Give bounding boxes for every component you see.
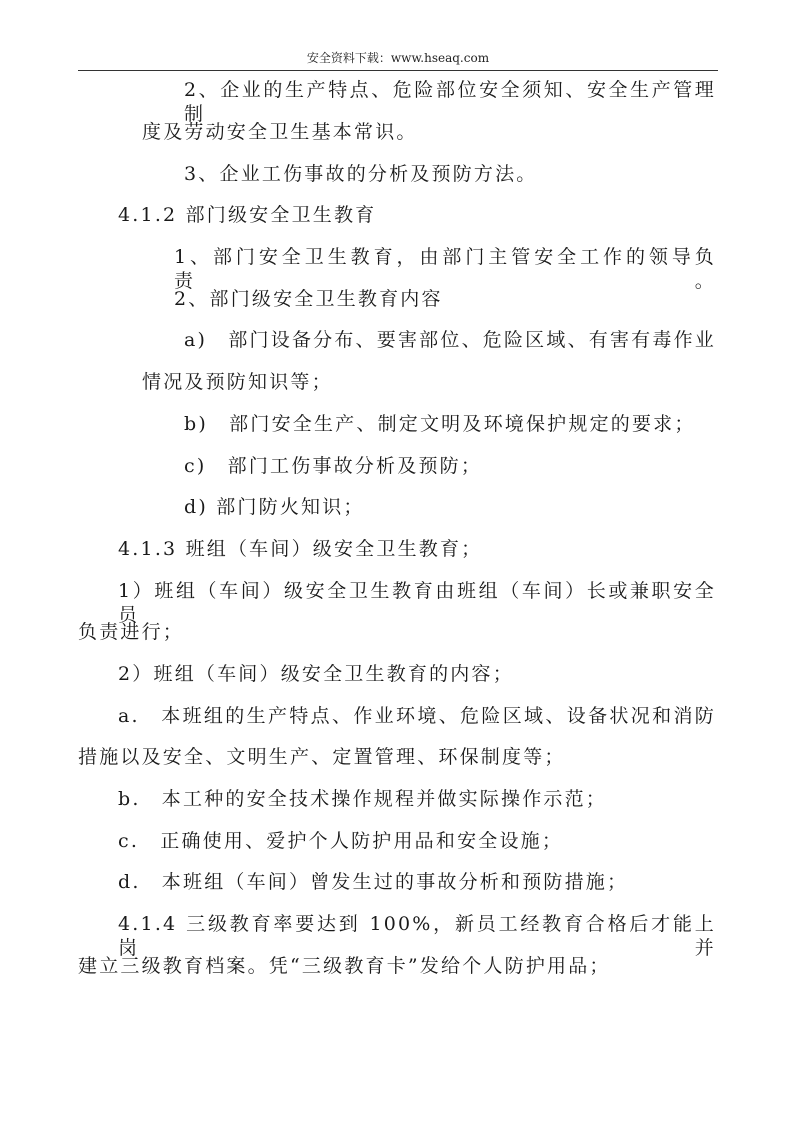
body-line-7: a) 部门设备分布、要害部位、危险区域、有害有毒作业: [184, 329, 716, 351]
body-line-1: 2、企业的生产特点、危险部位安全须知、安全生产管理制: [184, 79, 716, 125]
body-line-15: 2）班组（车间）级安全卫生教育的内容；: [118, 663, 514, 685]
body-line-17: 措施以及安全、文明生产、定置管理、环保制度等；: [78, 746, 566, 768]
body-line-9: b) 部门安全生产、制定文明及环境保护规定的要求；: [184, 413, 696, 435]
body-line-3: 3、企业工伤事故的分析及预防方法。: [184, 163, 538, 185]
body-line-18: b. 本工种的安全技术操作规程并做实际操作示范；: [118, 788, 608, 810]
body-line-19: c. 正确使用、爱护个人防护用品和安全设施；: [118, 830, 564, 852]
section-heading-4-1-3: 4.1.3 班组（车间）级安全卫生教育；: [118, 538, 483, 560]
body-line-10: c) 部门工伤事故分析及预防；: [184, 455, 483, 477]
body-line-16: a. 本班组的生产特点、作业环境、危险区域、设备状况和消防: [118, 705, 716, 727]
body-line-11: d) 部门防火知识；: [184, 496, 365, 518]
section-heading-4-1-2: 4.1.2 部门级安全卫生教育: [118, 204, 377, 226]
page-header: 安全资料下载：www.hseaq.com: [306, 51, 490, 65]
body-line-14: 负责进行；: [78, 621, 185, 643]
body-line-6: 2、部门级安全卫生教育内容: [174, 288, 443, 310]
section-heading-4-1-4: 4.1.4 三级教育率要达到 100%，新员工经教育合格后才能上岗并: [118, 913, 716, 959]
body-line-22: 建立三级教育档案。凭“三级教育卡”发给个人防护用品；: [78, 955, 611, 977]
body-line-13: 1）班组（车间）级安全卫生教育由班组（车间）长或兼职安全员: [118, 580, 716, 626]
header-rule: [78, 70, 718, 71]
body-line-20: d. 本班组（车间）曾发生过的事故分析和预防措施；: [118, 871, 629, 893]
body-line-5: 1、部门安全卫生教育，由部门主管安全工作的领导负责。: [174, 246, 716, 292]
body-line-8: 情况及预防知识等；: [142, 371, 333, 393]
body-line-2: 度及劳动安全卫生基本常识。: [142, 121, 418, 143]
